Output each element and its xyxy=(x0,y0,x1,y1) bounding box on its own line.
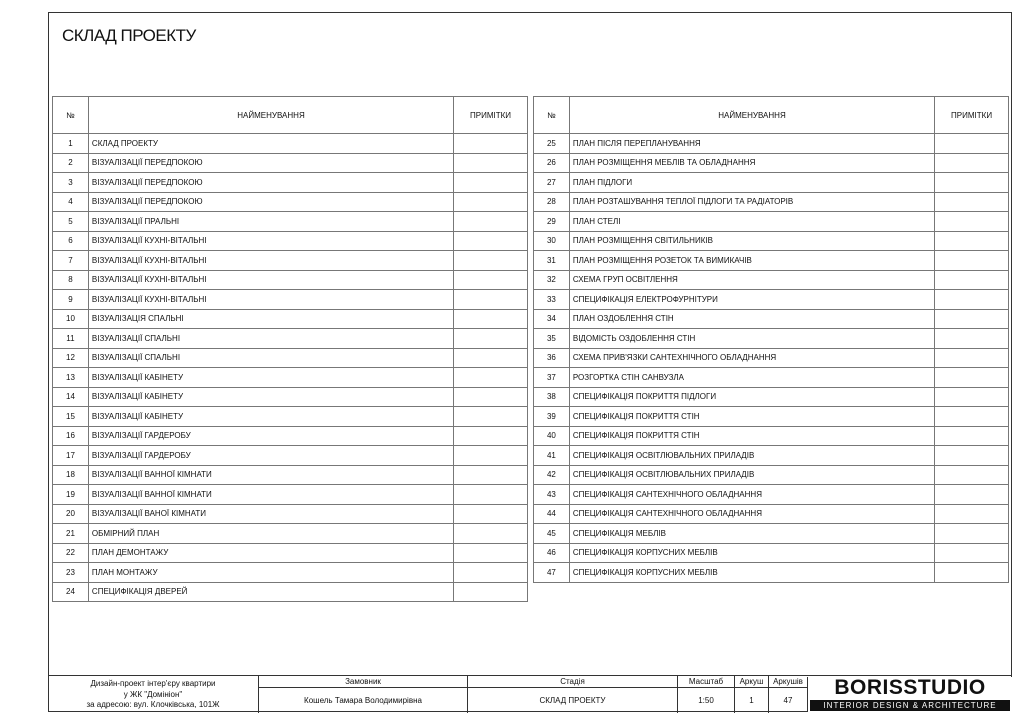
row-number: 37 xyxy=(534,368,570,388)
row-number: 12 xyxy=(53,348,89,368)
row-number: 1 xyxy=(53,134,89,154)
row-name: ПЛАН РОЗМІЩЕННЯ СВІТИЛЬНИКІВ xyxy=(569,231,934,251)
table-row xyxy=(534,270,1009,290)
row-number: 28 xyxy=(534,192,570,212)
row-number: 18 xyxy=(53,465,89,485)
contents-table-right xyxy=(533,96,1009,583)
address-line: Дизайн-проект інтер'єру квартири xyxy=(90,679,216,688)
table-row xyxy=(534,504,1009,524)
table-row xyxy=(53,348,528,368)
table-row xyxy=(53,173,528,193)
table-row xyxy=(53,446,528,466)
row-notes xyxy=(935,563,1009,583)
table-row xyxy=(534,290,1009,310)
stage-value: СКЛАД ПРОЕКТУ xyxy=(467,688,677,713)
contents-table-left xyxy=(52,96,528,602)
row-notes xyxy=(935,368,1009,388)
client-label: Замовник xyxy=(258,676,467,688)
address-line: за адресою: вул. Клочківська, 101Ж xyxy=(86,700,220,709)
row-name: ВІЗУАЛІЗАЦІЇ ВАННОЇ КІМНАТИ xyxy=(88,485,453,505)
table-row xyxy=(53,543,528,563)
table-row xyxy=(534,563,1009,583)
row-notes xyxy=(935,270,1009,290)
row-name: СПЕЦИФІКАЦІЯ МЕБЛІВ xyxy=(569,524,934,544)
row-name: ВІЗУАЛІЗАЦІЇ ВАННОЇ КІМНАТИ xyxy=(88,465,453,485)
row-number: 14 xyxy=(53,387,89,407)
row-number: 6 xyxy=(53,231,89,251)
row-number: 30 xyxy=(534,231,570,251)
row-name: ВІЗУАЛІЗАЦІЇ КУХНІ-ВІТАЛЬНІ xyxy=(88,251,453,271)
studio-logo xyxy=(807,677,1012,712)
table-row xyxy=(53,290,528,310)
table-row xyxy=(53,270,528,290)
row-number: 16 xyxy=(53,426,89,446)
scale-value: 1:50 xyxy=(677,688,734,713)
logo-tagline: INTERIOR DESIGN & ARCHITECTURE xyxy=(810,700,1010,711)
table-row xyxy=(534,485,1009,505)
row-number: 27 xyxy=(534,173,570,193)
row-notes xyxy=(454,446,528,466)
table-row xyxy=(534,251,1009,271)
row-number: 39 xyxy=(534,407,570,427)
row-name: СПЕЦИФІКАЦІЯ САНТЕХНІЧНОГО ОБЛАДНАННЯ xyxy=(569,504,934,524)
row-notes xyxy=(454,348,528,368)
row-notes xyxy=(454,524,528,544)
client-value: Кошель Тамара Володимирівна xyxy=(258,688,467,713)
row-number: 3 xyxy=(53,173,89,193)
table-row xyxy=(53,192,528,212)
row-notes xyxy=(935,251,1009,271)
table-row xyxy=(534,368,1009,388)
row-name: ПЛАН ПІДЛОГИ xyxy=(569,173,934,193)
row-number: 31 xyxy=(534,251,570,271)
table-row xyxy=(53,387,528,407)
row-notes xyxy=(454,134,528,154)
header-name: НАЙМЕНУВАННЯ xyxy=(88,97,453,134)
row-name: СПЕЦИФІКАЦІЯ КОРПУСНИХ МЕБЛІВ xyxy=(569,543,934,563)
row-name: ПЛАН РОЗМІЩЕННЯ РОЗЕТОК ТА ВИМИКАЧІВ xyxy=(569,251,934,271)
row-number: 17 xyxy=(53,446,89,466)
row-notes xyxy=(454,485,528,505)
row-notes xyxy=(454,465,528,485)
row-name: ВІЗУАЛІЗАЦІЇ КАБІНЕТУ xyxy=(88,407,453,427)
row-notes xyxy=(935,348,1009,368)
row-name: СПЕЦИФІКАЦІЯ ПОКРИТТЯ СТІН xyxy=(569,407,934,427)
row-name: ВІЗУАЛІЗАЦІЇ КАБІНЕТУ xyxy=(88,387,453,407)
row-name: ВІЗУАЛІЗАЦІЇ ПРАЛЬНІ xyxy=(88,212,453,232)
table-row xyxy=(534,134,1009,154)
row-number: 34 xyxy=(534,309,570,329)
table-row xyxy=(534,231,1009,251)
header-name: НАЙМЕНУВАННЯ xyxy=(569,97,934,134)
row-name: ВІЗУАЛІЗАЦІЇ ВАНОЇ КІМНАТИ xyxy=(88,504,453,524)
row-number: 9 xyxy=(53,290,89,310)
table-row xyxy=(534,426,1009,446)
row-name: ВІЗУАЛІЗАЦІЇ СПАЛЬНІ xyxy=(88,348,453,368)
row-name: ОБМІРНИЙ ПЛАН xyxy=(88,524,453,544)
row-number: 15 xyxy=(53,407,89,427)
page-title: СКЛАД ПРОЕКТУ xyxy=(62,26,196,45)
row-name: СКЛАД ПРОЕКТУ xyxy=(88,134,453,154)
row-number: 25 xyxy=(534,134,570,154)
row-name: СПЕЦИФІКАЦІЯ ОСВІТЛЮВАЛЬНИХ ПРИЛАДІВ xyxy=(569,446,934,466)
table-row xyxy=(53,251,528,271)
row-notes xyxy=(454,582,528,602)
row-name: ВІЗУАЛІЗАЦІЇ ГАРДЕРОБУ xyxy=(88,426,453,446)
row-number: 38 xyxy=(534,387,570,407)
row-number: 36 xyxy=(534,348,570,368)
row-number: 41 xyxy=(534,446,570,466)
row-number: 29 xyxy=(534,212,570,232)
row-name: ВІЗУАЛІЗАЦІЇ КУХНІ-ВІТАЛЬНІ xyxy=(88,290,453,310)
row-name: ВІЗУАЛІЗАЦІЇ ПЕРЕДПОКОЮ xyxy=(88,173,453,193)
row-name: СПЕЦИФІКАЦІЯ САНТЕХНІЧНОГО ОБЛАДНАННЯ xyxy=(569,485,934,505)
row-notes xyxy=(454,563,528,583)
row-number: 44 xyxy=(534,504,570,524)
row-notes xyxy=(935,524,1009,544)
header-num: № xyxy=(534,97,570,134)
row-notes xyxy=(454,368,528,388)
row-notes xyxy=(935,329,1009,349)
table-row xyxy=(53,563,528,583)
row-name: ВІЗУАЛІЗАЦІЇ ПЕРЕДПОКОЮ xyxy=(88,192,453,212)
logo-wordmark: BORISSTUDIO xyxy=(834,676,986,699)
row-name: ПЛАН РОЗМІЩЕННЯ МЕБЛІВ ТА ОБЛАДНАННЯ xyxy=(569,153,934,173)
table-row xyxy=(534,446,1009,466)
row-notes xyxy=(454,543,528,563)
row-number: 32 xyxy=(534,270,570,290)
row-notes xyxy=(935,231,1009,251)
row-notes xyxy=(935,134,1009,154)
table-row xyxy=(53,504,528,524)
row-notes xyxy=(935,173,1009,193)
row-notes xyxy=(935,504,1009,524)
row-notes xyxy=(454,329,528,349)
row-notes xyxy=(935,290,1009,310)
table-row xyxy=(534,173,1009,193)
table-row xyxy=(534,524,1009,544)
row-name: ВІЗУАЛІЗАЦІЇ КУХНІ-ВІТАЛЬНІ xyxy=(88,231,453,251)
row-notes xyxy=(454,251,528,271)
row-number: 42 xyxy=(534,465,570,485)
row-name: РОЗГОРТКА СТІН САНВУЗЛА xyxy=(569,368,934,388)
table-row xyxy=(53,134,528,154)
row-name: СПЕЦИФІКАЦІЯ КОРПУСНИХ МЕБЛІВ xyxy=(569,563,934,583)
row-name: СПЕЦИФІКАЦІЯ ДВЕРЕЙ xyxy=(88,582,453,602)
table-row xyxy=(53,153,528,173)
row-notes xyxy=(454,212,528,232)
row-notes xyxy=(454,504,528,524)
row-name: ПЛАН МОНТАЖУ xyxy=(88,563,453,583)
row-number: 8 xyxy=(53,270,89,290)
row-number: 10 xyxy=(53,309,89,329)
table-row xyxy=(534,465,1009,485)
sheets-value: 47 xyxy=(768,688,807,713)
row-name: ПЛАН ОЗДОБЛЕННЯ СТІН xyxy=(569,309,934,329)
table-row xyxy=(53,212,528,232)
table-row xyxy=(53,426,528,446)
table-header-row xyxy=(53,97,528,134)
row-number: 19 xyxy=(53,485,89,505)
row-name: ПЛАН СТЕЛІ xyxy=(569,212,934,232)
row-number: 40 xyxy=(534,426,570,446)
row-name: ВІЗУАЛІЗАЦІЇ ПЕРЕДПОКОЮ xyxy=(88,153,453,173)
row-number: 11 xyxy=(53,329,89,349)
row-number: 24 xyxy=(53,582,89,602)
row-notes xyxy=(935,212,1009,232)
row-number: 23 xyxy=(53,563,89,583)
row-name: СХЕМА ПРИВ'ЯЗКИ САНТЕХНІЧНОГО ОБЛАДНАННЯ xyxy=(569,348,934,368)
table-row xyxy=(53,465,528,485)
table-row xyxy=(53,485,528,505)
scale-label: Масштаб xyxy=(677,676,734,688)
row-number: 21 xyxy=(53,524,89,544)
row-number: 5 xyxy=(53,212,89,232)
table-row xyxy=(534,212,1009,232)
table-row xyxy=(534,543,1009,563)
row-notes xyxy=(935,192,1009,212)
row-notes xyxy=(935,407,1009,427)
row-name: СПЕЦИФІКАЦІЯ ПОКРИТТЯ ПІДЛОГИ xyxy=(569,387,934,407)
table-row xyxy=(53,407,528,427)
title-block xyxy=(48,675,1012,712)
row-notes xyxy=(935,543,1009,563)
row-notes xyxy=(935,153,1009,173)
table-row xyxy=(53,329,528,349)
table-row xyxy=(534,348,1009,368)
row-name: СПЕЦИФІКАЦІЯ ПОКРИТТЯ СТІН xyxy=(569,426,934,446)
row-number: 46 xyxy=(534,543,570,563)
sheet-label: Аркуш xyxy=(734,676,768,688)
row-number: 26 xyxy=(534,153,570,173)
row-number: 7 xyxy=(53,251,89,271)
table-row xyxy=(534,329,1009,349)
row-name: ВІЗУАЛІЗАЦІЯ СПАЛЬНІ xyxy=(88,309,453,329)
row-number: 45 xyxy=(534,524,570,544)
row-name: СХЕМА ГРУП ОСВІТЛЕННЯ xyxy=(569,270,934,290)
address-line: у ЖК "Домініон" xyxy=(123,689,183,699)
row-name: ПЛАН ДЕМОНТАЖУ xyxy=(88,543,453,563)
table-row xyxy=(534,192,1009,212)
row-notes xyxy=(935,387,1009,407)
table-row xyxy=(534,407,1009,427)
table-row xyxy=(534,309,1009,329)
row-notes xyxy=(935,465,1009,485)
table-row xyxy=(53,368,528,388)
table-row xyxy=(534,387,1009,407)
row-notes xyxy=(454,270,528,290)
row-number: 35 xyxy=(534,329,570,349)
table-row xyxy=(53,582,528,602)
row-name: ВІДОМІСТЬ ОЗДОБЛЕННЯ СТІН xyxy=(569,329,934,349)
row-notes xyxy=(454,173,528,193)
row-notes xyxy=(454,426,528,446)
header-notes: ПРИМІТКИ xyxy=(454,97,528,134)
row-number: 43 xyxy=(534,485,570,505)
table-row xyxy=(534,153,1009,173)
row-name: СПЕЦИФІКАЦІЯ ЕЛЕКТРОФУРНІТУРИ xyxy=(569,290,934,310)
row-number: 33 xyxy=(534,290,570,310)
row-notes xyxy=(935,485,1009,505)
row-number: 47 xyxy=(534,563,570,583)
row-number: 2 xyxy=(53,153,89,173)
row-name: ВІЗУАЛІЗАЦІЇ КАБІНЕТУ xyxy=(88,368,453,388)
row-number: 4 xyxy=(53,192,89,212)
project-address xyxy=(48,679,258,711)
header-num: № xyxy=(53,97,89,134)
header-notes: ПРИМІТКИ xyxy=(935,97,1009,134)
table-row xyxy=(53,309,528,329)
row-number: 20 xyxy=(53,504,89,524)
row-notes xyxy=(454,290,528,310)
row-name: ВІЗУАЛІЗАЦІЇ СПАЛЬНІ xyxy=(88,329,453,349)
table-header-row xyxy=(534,97,1009,134)
row-name: ПЛАН ПІСЛЯ ПЕРЕПЛАНУВАННЯ xyxy=(569,134,934,154)
row-notes xyxy=(935,426,1009,446)
row-notes xyxy=(935,309,1009,329)
table-row xyxy=(53,524,528,544)
row-notes xyxy=(454,407,528,427)
row-notes xyxy=(935,446,1009,466)
row-notes xyxy=(454,309,528,329)
row-name: ВІЗУАЛІЗАЦІЇ ГАРДЕРОБУ xyxy=(88,446,453,466)
row-notes xyxy=(454,231,528,251)
row-number: 13 xyxy=(53,368,89,388)
row-name: ПЛАН РОЗТАШУВАННЯ ТЕПЛОЇ ПІДЛОГИ ТА РАДІАТОРІВ xyxy=(569,192,934,212)
row-notes xyxy=(454,192,528,212)
row-name: СПЕЦИФІКАЦІЯ ОСВІТЛЮВАЛЬНИХ ПРИЛАДІВ xyxy=(569,465,934,485)
row-number: 22 xyxy=(53,543,89,563)
row-notes xyxy=(454,153,528,173)
sheet-value: 1 xyxy=(734,688,768,713)
sheets-label: Аркушів xyxy=(768,676,807,688)
stage-label: Стадія xyxy=(467,676,677,688)
row-name: ВІЗУАЛІЗАЦІЇ КУХНІ-ВІТАЛЬНІ xyxy=(88,270,453,290)
row-notes xyxy=(454,387,528,407)
table-row xyxy=(53,231,528,251)
